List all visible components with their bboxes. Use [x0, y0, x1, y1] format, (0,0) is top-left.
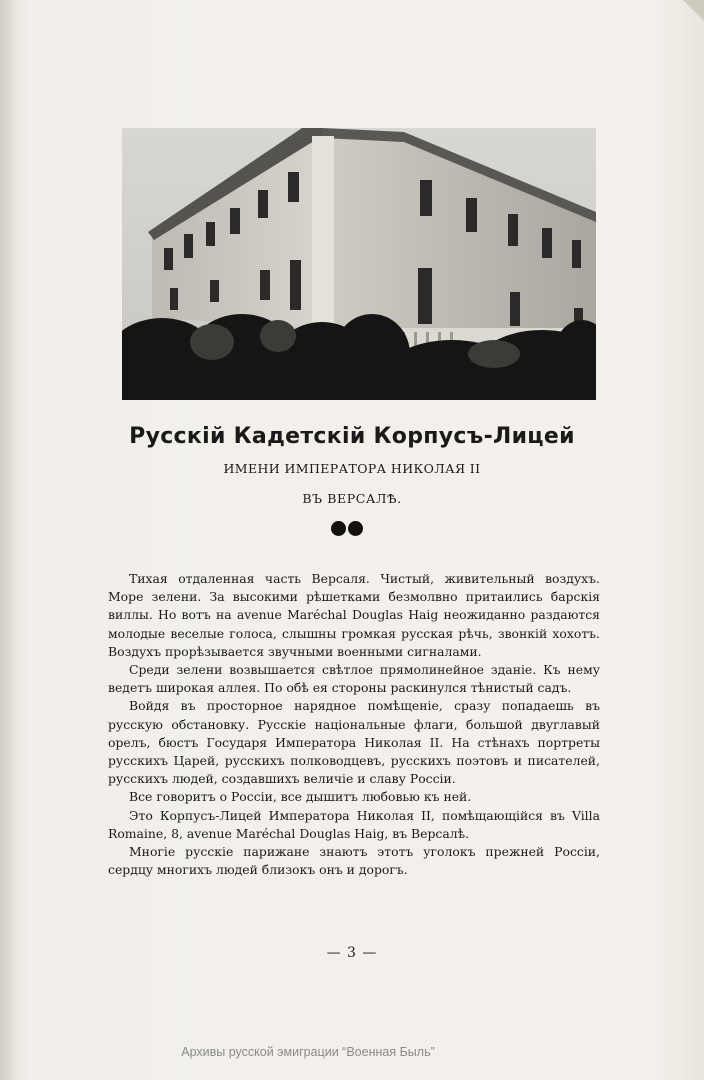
paragraph: Среди зелени возвышается свѣтлое прямолинейное зданіе. Къ нему ведетъ широкая аллея. По обѣ ея стороны раскинулся тѣнистый садъ. — [108, 662, 600, 696]
building-photo-icon — [122, 128, 596, 400]
document-location: ВЪ ВЕРСАЛѢ. — [302, 491, 402, 506]
paragraph: Войдя въ просторное нарядное помѣщеніе, сразу попадаешь въ русскую обстановку. Русскіе національные флаги, большой двуглавый орелъ, бюстъ Государя Императора Николая II. На стѣнахъ портреты русскихъ Царей, русскихъ полководцевъ, русскихъ поэтовъ и писателей, русскихъ людей, создавшихъ величіе и славу Россіи. — [108, 698, 600, 787]
paragraph: Все говоритъ о Россіи, все дышитъ любовью къ ней. — [129, 789, 472, 805]
archive-watermark: Архивы русской эмиграции “Военная Быль” — [181, 1045, 435, 1059]
page-edge-shadow — [0, 0, 18, 1080]
building-photo — [122, 128, 596, 400]
body-text — [108, 570, 600, 879]
paragraph: Тихая отдаленная часть Версаля. Чистый, живительный воздухъ. Море зелени. За высокими рѣшетками безмолвно притаились барскія виллы. Но вотъ на avenue Maréchal Douglas Haig неожиданно раздаются молодые веселые голоса, слышны громкая русская рѣчь, звонкій хохотъ. Воздухъ прорѣзывается звучными военными сигналами. — [108, 571, 600, 659]
paragraph: Многіе русскіе парижане знаютъ этотъ уголокъ прежней Россіи, сердцу многихъ людей близокъ онъ и дорогъ. — [108, 844, 600, 878]
ornament-dots — [330, 521, 364, 537]
corner-fold — [682, 0, 704, 22]
paragraph: Это Корпусъ-Лицей Императора Николая II, помѣщающійся въ Villa Romaine, 8, avenue Maréchal Douglas Haig, въ Версалѣ. — [108, 807, 600, 841]
ornament-dot — [331, 521, 346, 536]
page-number: — 3 — — [326, 945, 378, 961]
ornament-dot — [348, 521, 363, 536]
document-subtitle: ИМЕНИ ИМПЕРАТОРА НИКОЛАЯ II — [223, 461, 481, 476]
document-title: Русскій Кадетскій Корпусъ-Лицей — [129, 424, 575, 449]
